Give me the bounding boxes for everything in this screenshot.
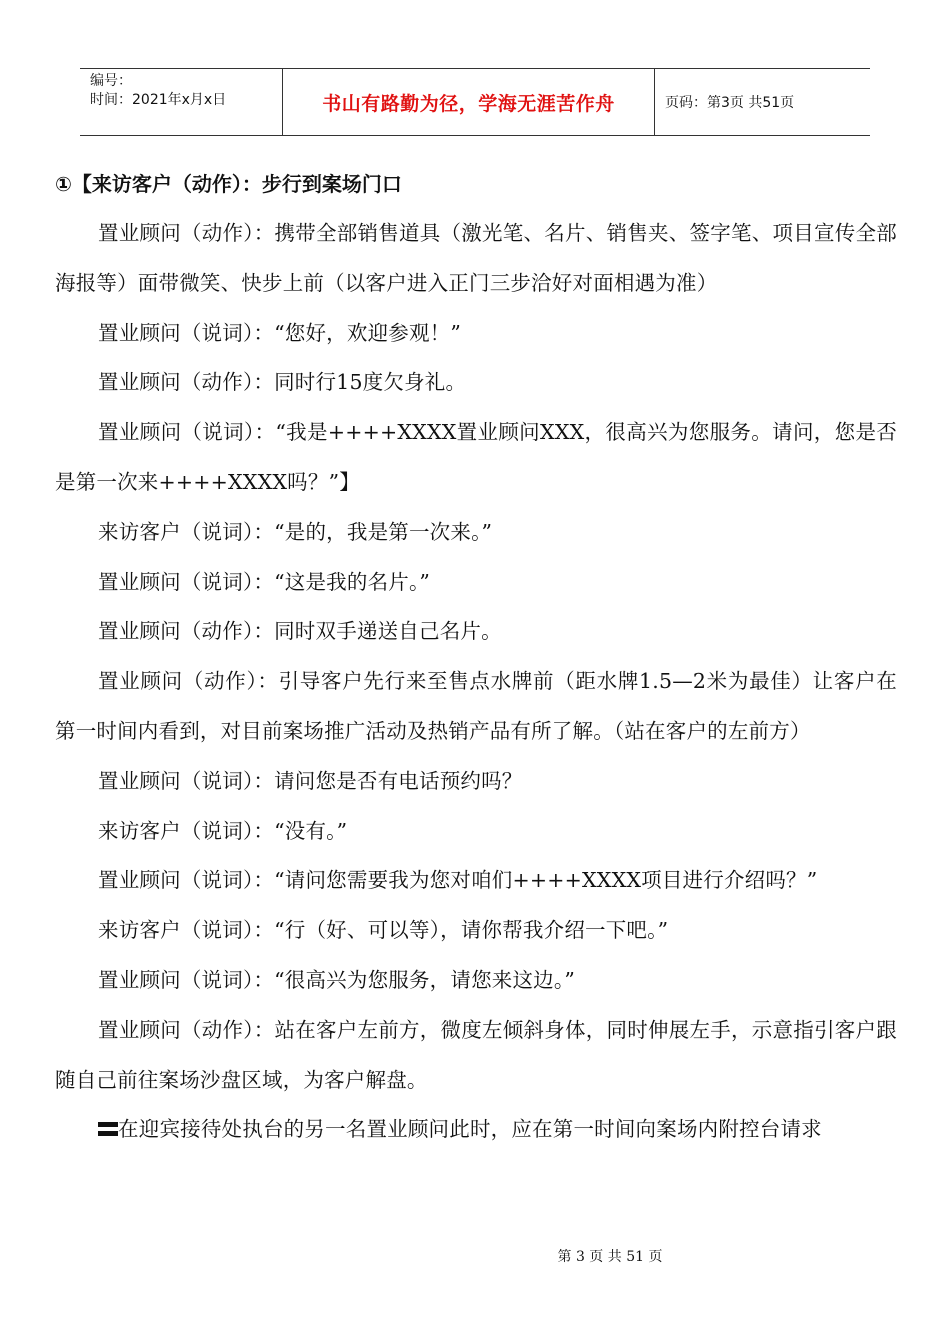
header-time: 时间：2021年x月x日 xyxy=(90,92,227,108)
page-footer: 第 3 页 共 51 页 xyxy=(557,1249,663,1265)
document-header xyxy=(80,68,870,136)
paragraph-9: 置业顾问（说词）：请问您是否有电话预约吗？ xyxy=(98,768,523,793)
paragraph-3: 置业顾问（动作）：同时行15度欠身礼。 xyxy=(98,370,467,395)
paragraph-6: 置业顾问（说词）：“这是我的名片。” xyxy=(98,569,431,594)
paragraph-1: 置业顾问（动作）：携带全部销售道具（激光笔、名片、销售夹、签字笔、项目宣传全部海报等）面带微笑、快步上前（以客户进入正门三步洽好对面相遇为准） xyxy=(55,221,897,295)
paragraph-7: 置业顾问（动作）：同时双手递送自己名片。 xyxy=(98,619,502,644)
section-heading: ①【来访客户（动作）：步行到案场门口 xyxy=(55,172,402,196)
paragraph-15-text: 在迎宾接待处执台的另一名置业顾问此时，应在第一时间向案场内附控台请求 xyxy=(118,1117,822,1142)
header-motto: 书山有路勤为径，学海无涯苦作舟 xyxy=(282,69,655,135)
paragraph-5: 来访客户（说词）：“是的，我是第一次来。” xyxy=(98,519,493,544)
paragraph-2: 置业顾问（说词）：“您好，欢迎参观！” xyxy=(98,320,462,345)
paragraph-14: 置业顾问（动作）：站在客户左前方，微度左倾斜身体，同时伸展左手，示意指引客户跟随自己前往案场沙盘区域，为客户解盘。 xyxy=(55,1017,897,1092)
paragraph-10: 来访客户（说词）：“没有。” xyxy=(98,818,348,843)
document-body xyxy=(55,162,897,1155)
header-meta xyxy=(80,69,282,135)
double-bar-icon xyxy=(98,1122,118,1137)
paragraph-4: 置业顾问（说词）：“我是++++XXXX置业顾问XXX，很高兴为您服务。请问，您是否是第一次来++++XXXX吗？”】 xyxy=(55,420,897,494)
paragraph-12: 来访客户（说词）：“行（好、可以等），请你帮我介绍一下吧。” xyxy=(98,918,669,943)
paragraph-11: 置业顾问（说词）：“请问您需要我为您对咱们++++XXXX项目进行介绍吗？” xyxy=(98,868,818,893)
paragraph-13: 置业顾问（说词）：“很高兴为您服务，请您来这边。” xyxy=(98,967,576,992)
paragraph-8: 置业顾问（动作）：引导客户先行来至售点水牌前（距水牌1.5—2米为最佳）让客户在第一时间内看到，对目前案场推广活动及热销产品有所了解。（站在客户的左前方） xyxy=(55,669,897,743)
paragraph-15 xyxy=(55,1105,897,1155)
header-page-number: 页码：第3页 共51页 xyxy=(665,95,795,111)
header-code: 编号： xyxy=(90,73,132,89)
